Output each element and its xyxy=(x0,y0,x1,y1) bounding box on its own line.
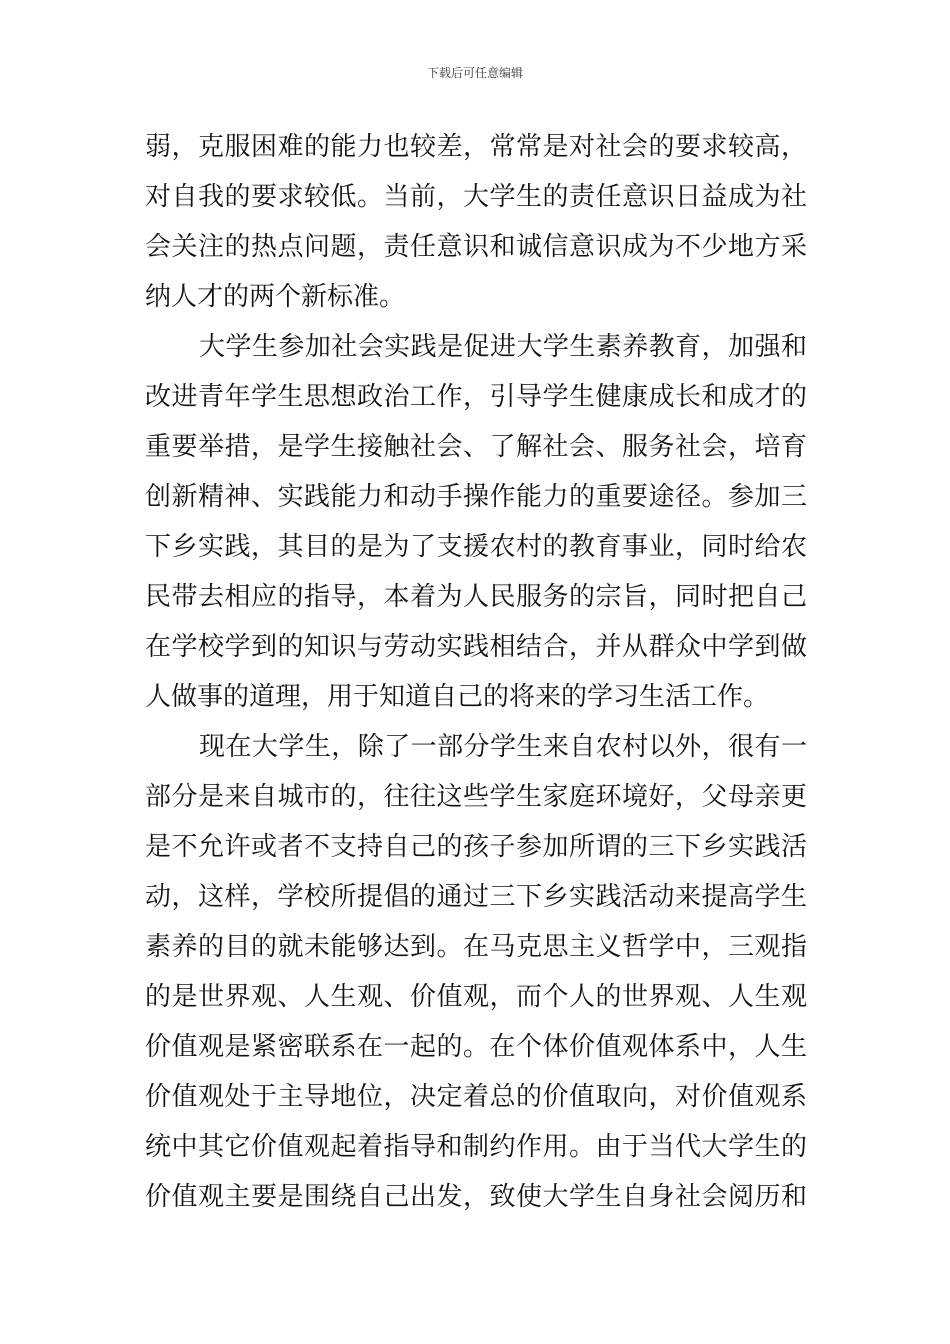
text-line: 人做事的道理，用于知道自己的将来的学习生活工作。 xyxy=(145,682,770,712)
text-line: 的是世界观、人生观、价值观，而个人的世界观、人生观 xyxy=(145,982,807,1012)
text-line: 现在大学生，除了一部分学生来自农村以外，很有一 xyxy=(199,732,807,762)
text-line: 动，这样，学校所提倡的通过三下乡实践活动来提高学生 xyxy=(145,882,807,912)
text-line: 对自我的要求较低。当前，大学生的责任意识日益成为社 xyxy=(145,182,807,212)
text-line: 在学校学到的知识与劳动实践相结合，并从群众中学到做 xyxy=(145,632,807,662)
paragraph xyxy=(145,322,807,722)
document-body xyxy=(145,122,807,1222)
text-line: 大学生参加社会实践是促进大学生素养教育，加强和 xyxy=(199,332,807,362)
paragraph xyxy=(145,722,807,1222)
text-line: 民带去相应的指导，本着为人民服务的宗旨，同时把自己 xyxy=(145,582,807,612)
text-line: 重要举措，是学生接触社会、了解社会、服务社会，培育 xyxy=(145,432,807,462)
text-line: 是不允许或者不支持自己的孩子参加所谓的三下乡实践活 xyxy=(145,832,807,862)
text-line: 创新精神、实践能力和动手操作能力的重要途径。参加三 xyxy=(145,482,807,512)
text-line: 价值观主要是围绕自己出发，致使大学生自身社会阅历和 xyxy=(145,1182,807,1212)
text-line: 会关注的热点问题，责任意识和诚信意识成为不少地方采 xyxy=(145,232,807,262)
text-line: 纳人才的两个新标准。 xyxy=(145,282,406,312)
text-line: 统中其它价值观起着指导和制约作用。由于当代大学生的 xyxy=(145,1132,807,1162)
paragraph xyxy=(145,122,807,322)
text-line: 改进青年学生思想政治工作，引导学生健康成长和成才的 xyxy=(145,382,807,412)
text-line: 价值观处于主导地位，决定着总的价值取向，对价值观系 xyxy=(145,1082,807,1112)
text-line: 下乡实践，其目的是为了支援农村的教育事业，同时给农 xyxy=(145,532,807,562)
text-line: 素养的目的就未能够达到。在马克思主义哲学中，三观指 xyxy=(145,932,807,962)
page-header: 下载后可任意编辑 xyxy=(426,66,523,80)
text-line: 弱，克服困难的能力也较差，常常是对社会的要求较高， xyxy=(145,132,807,162)
text-line: 价值观是紧密联系在一起的。在个体价值观体系中，人生 xyxy=(145,1032,807,1062)
text-line: 部分是来自城市的，往往这些学生家庭环境好，父母亲更 xyxy=(145,782,807,812)
